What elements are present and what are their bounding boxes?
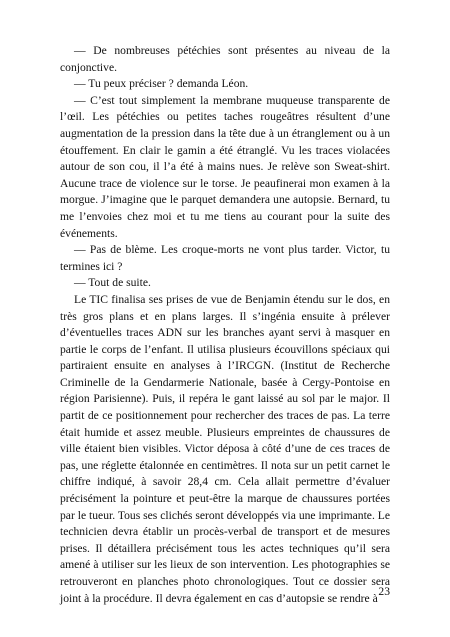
page-number: 23 bbox=[378, 585, 390, 598]
paragraph: — Pas de blème. Les croque-morts ne vont plus tarder. Victor, tu termines ici ? bbox=[60, 243, 390, 273]
paragraph: — C’est tout simplement la membrane muqueuse transparente de l’œil. Les pétéchies ou petites taches rougeâtres résultent d’une augmentation de la pression dans la tête due à un étranglement ou à un étouffement. En clair le gamin a été étranglé. Vu les traces violacées autour de son cou, il l’a été à mains nues. Je relève son Sweat-shirt. Aucune trace de violence sur le torse. Je peaufinerai mon examen à la morgue. J’imagine que le parquet demandera une autopsie. Bernard, tu me l’envoies chez moi et tu me tiens au courant pour la suite des événements. bbox=[60, 93, 390, 240]
paragraph: — Tu peux préciser ? demanda Léon. bbox=[74, 77, 249, 91]
paragraph: — De nombreuses pétéchies sont présentes au niveau de la conjonctive. bbox=[60, 44, 390, 74]
paragraph: — Tout de suite. bbox=[74, 276, 151, 290]
page-body bbox=[60, 43, 390, 607]
paragraph: Le TIC finalisa ses prises de vue de Benjamin étendu sur le dos, en très gros plans et en plans larges. Il s’ingénia ensuite à prélever d’éventuelles traces ADN sur les branches ayant servi à masquer en partie le corps de l’enfant. Il utilisa plusieurs écouvillons spéciaux qui partiraient ensuite en analyses à l’IRCGN. (Institut de Recherche Criminelle de la Gendarmerie Nationale, basée à Cergy-Pontoise en région Parisienne). Puis, il repéra le gant laissé au sol par le major. Il partit de ce positionnement pour rechercher des traces de pas. La terre était humide et assez meuble. Plusieurs empreintes de chaussures de ville étaient bien visibles. Victor déposa à côté d’une de ces traces de pas, une réglette étalonnée en centimètres. Il nota sur un petit carnet le chiffre indiqué, à savoir 28,4 cm. Cela allait permettre d’évaluer précisément la pointure et peut-être la marque de chaussures portées par le tueur. Tous ses clichés seront développés via une imprimante. Le technicien devra établir un procès-verbal de transport et de mesures prises. Il détaillera précisément tous les actes techniques qu’il sera amené à utiliser sur les lieux de son intervention. Les photographies se retrouveront en planches photo chronologiques. Tout ce dossier sera joint à la procédure. Il devra également en cas d’autopsie se rendre à bbox=[60, 292, 390, 605]
